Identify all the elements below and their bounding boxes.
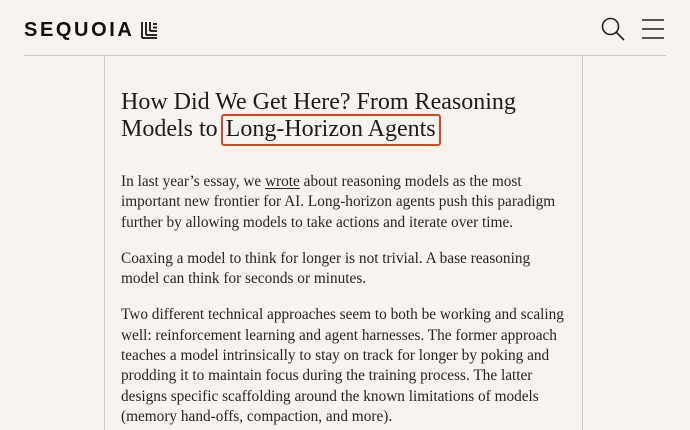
column-right-border <box>582 56 583 430</box>
p1-text-start: In last year’s essay, we <box>121 173 265 190</box>
site-header <box>0 0 690 56</box>
title-highlight: Long-Horizon Agents <box>221 114 441 146</box>
title-text: How Did We Get Here? From Reasoning Models to <box>121 89 516 142</box>
p1-text-end: about reasoning models as the most important new frontier for AI. Long-horizon agents push this paradigm further by allowing models to take actions and iterate over time. <box>121 173 556 231</box>
wrote-link[interactable]: wrote <box>265 173 300 190</box>
paragraph-1 <box>121 172 566 233</box>
search-icon[interactable] <box>600 16 626 42</box>
article-title <box>121 90 566 146</box>
paragraph-2: Coaxing a model to think for longer is not trivial. A base reasoning model can think for seconds or minutes. <box>121 249 531 288</box>
header-divider <box>24 55 666 56</box>
column-left-border <box>104 56 105 430</box>
logo-wordmark: SEQUOIA <box>24 19 135 41</box>
paragraph-3: Two different technical approaches seem to both be working and scaling well: reinforcement learning and agent harnesses. The former approach teaches a model intrinsically to stay on track for longer by poking and prodding it to maintain focus during the training process. The latter designs specific scaffolding around the known limitations of models (memory hand-offs, compaction, and more). <box>121 306 564 425</box>
sequoia-logo[interactable] <box>24 18 158 42</box>
logo-mark-icon <box>140 21 158 39</box>
hamburger-menu-icon[interactable] <box>640 16 666 42</box>
article-body <box>121 90 566 427</box>
